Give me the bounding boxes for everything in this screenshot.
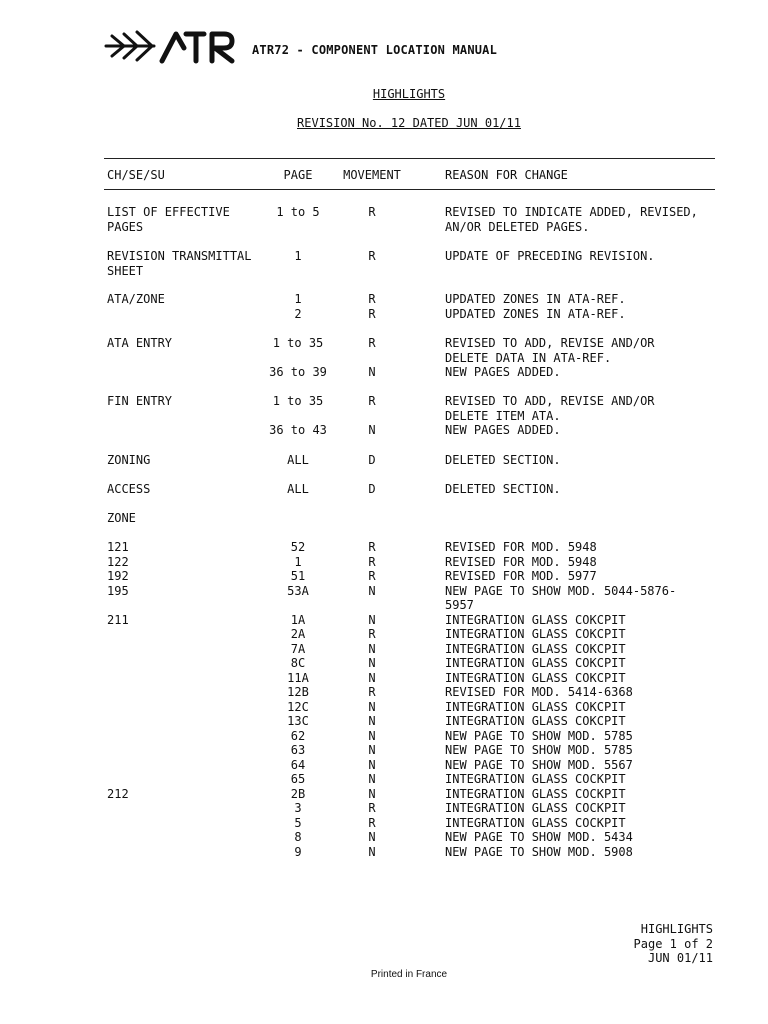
arrow-feathers-icon (106, 32, 154, 60)
table-cell-line (107, 772, 129, 787)
table-cell-line: UPDATED ZONES IN ATA-REF. (445, 306, 626, 321)
table-cell-line: R (368, 306, 376, 321)
table-cell-line: 62 (290, 728, 306, 743)
table-cell-line: N (368, 670, 376, 685)
table-cell-line: 7A (290, 641, 306, 656)
table-cell-line: 9 (294, 844, 302, 859)
revision-line: REVISION No. 12 DATED JUN 01/11 (297, 116, 521, 130)
column-header-movement: MOVEMENT (343, 168, 401, 182)
table-cell-line: 1 to 35 (272, 394, 324, 408)
table-cell-line: N (368, 728, 376, 743)
table-cell-line: DELETE ITEM ATA. (445, 408, 561, 423)
row-1-movement-cell (342, 249, 402, 264)
table-cell-line: 12C (287, 699, 309, 714)
printed-in-note: Printed in France (370, 969, 448, 980)
table-cell-line: R (368, 685, 376, 699)
table-cell-line: N (368, 365, 376, 379)
table-cell-line: N (368, 743, 376, 757)
table-cell-line (107, 714, 129, 729)
page-heading: HIGHLIGHTS (372, 87, 446, 101)
table-cell-line: R (368, 394, 376, 408)
row-0-movement-cell (342, 205, 402, 220)
table-cell-line: N (368, 786, 376, 801)
table-cell-line: D (368, 453, 376, 467)
table-cell-line: INTEGRATION GLASS COCKPIT (445, 815, 626, 830)
row-7-chsesu-cell (107, 511, 136, 526)
table-cell-line: N (368, 844, 376, 859)
table-cell-line (107, 758, 129, 773)
column-header-chsesu: CH/SE/SU (107, 168, 165, 182)
row-6-chsesu-cell (107, 482, 150, 497)
table-cell-line: REVISED FOR MOD. 5948 (445, 540, 597, 554)
table-cell-line: 2 (294, 306, 302, 321)
table-cell-line: R (368, 627, 376, 641)
row-4-page-cell (246, 394, 350, 438)
row-5-movement-cell (342, 453, 402, 468)
page-footer (634, 922, 713, 966)
table-cell-line: 64 (290, 757, 306, 772)
table-cell-line (107, 598, 129, 613)
row-6-page-cell (246, 482, 350, 497)
table-cell-line: 192 (107, 569, 129, 583)
table-cell-line: INTEGRATION GLASS COKCPIT (445, 641, 626, 656)
table-cell-line: R (368, 292, 376, 306)
row-2-reason-cell (445, 292, 626, 321)
table-cell-line: D (368, 482, 376, 496)
table-cell-line: ALL (287, 482, 309, 496)
table-cell-line: 5957 (445, 598, 474, 612)
row-3-page-cell (246, 336, 350, 380)
row-4-chsesu-cell (107, 394, 172, 409)
table-cell-line (107, 671, 129, 686)
table-cell-line: NEW PAGE TO SHOW MOD. 5785 (445, 743, 633, 757)
row-2-page-cell (246, 292, 350, 321)
table-cell-line: 52 (290, 540, 306, 554)
table-cell-line: 36 to 43 (269, 423, 327, 437)
row-5-chsesu-cell (107, 453, 150, 468)
document-title: ATR72 - COMPONENT LOCATION MANUAL (252, 43, 498, 57)
table-cell-line: 1 to 35 (272, 336, 324, 350)
table-cell-line (246, 351, 350, 366)
table-cell-line: REVISED FOR MOD. 5414-6368 (445, 685, 633, 699)
table-cell-line: N (368, 714, 376, 728)
row-8-reason-cell (445, 540, 676, 859)
column-header-reason: REASON FOR CHANGE (445, 168, 568, 182)
table-cell-line: INTEGRATION GLASS COCKPIT (445, 801, 626, 815)
table-cell-line: UPDATE OF PRECEDING REVISION. (445, 249, 655, 263)
table-cell-line: INTEGRATION GLASS COKCPIT (445, 656, 626, 670)
table-cell-line: 65 (290, 772, 306, 786)
row-8-chsesu-cell (107, 540, 129, 801)
table-cell-line: DELETED SECTION. (445, 453, 561, 467)
table-cell-line: 11A (287, 670, 309, 685)
table-cell-line: 1A (290, 612, 306, 627)
table-cell-line: 8C (290, 656, 306, 670)
table-cell-line: 212 (107, 786, 129, 801)
row-3-reason-cell (445, 336, 655, 380)
table-cell-line: REVISED TO INDICATE ADDED, REVISED, (445, 205, 698, 219)
row-5-page-cell (246, 453, 350, 468)
table-cell-line: ATA/ZONE (107, 292, 165, 306)
table-cell-line: LIST OF EFFECTIVE (107, 205, 230, 219)
table-cell-line: R (368, 801, 376, 815)
row-6-movement-cell (342, 482, 402, 497)
row-5-reason-cell (445, 453, 561, 468)
table-cell-line (246, 598, 350, 613)
table-cell-line: REVISED FOR MOD. 5977 (445, 569, 597, 583)
row-8-page-cell (246, 540, 350, 859)
table-cell-line (342, 598, 402, 613)
header-bottom-rule (104, 189, 715, 190)
table-cell-line: N (368, 641, 376, 656)
table-cell-line: ALL (287, 453, 309, 467)
row-3-chsesu-cell (107, 336, 172, 351)
table-cell-line: REVISED TO ADD, REVISE AND/OR (445, 336, 655, 350)
row-0-page-cell (246, 205, 350, 220)
table-cell-line: N (368, 583, 376, 598)
table-cell-line: N (368, 699, 376, 714)
table-cell-line (107, 656, 129, 671)
table-cell-line: N (368, 772, 376, 786)
row-4-movement-cell (342, 394, 402, 438)
table-cell-line (107, 743, 129, 758)
table-cell-line: 36 to 39 (269, 365, 327, 379)
table-cell-line: 121 (107, 540, 129, 554)
table-cell-line: INTEGRATION GLASS COCKPIT (445, 786, 626, 801)
table-cell-line: 1 (294, 292, 302, 306)
row-8-movement-cell (342, 540, 402, 859)
table-cell-line: R (368, 540, 376, 554)
table-cell-line: DELETE DATA IN ATA-REF. (445, 350, 612, 365)
table-cell-line: FIN ENTRY (107, 394, 173, 408)
row-0-reason-cell (445, 205, 698, 234)
table-cell-line: R (368, 815, 376, 830)
table-cell-line: 13C (287, 714, 309, 728)
table-cell-line (342, 351, 402, 366)
table-cell-line (107, 729, 129, 744)
row-2-movement-cell (342, 292, 402, 321)
table-cell-line (107, 700, 129, 715)
footer-page-number: Page 1 of 2 (633, 936, 713, 951)
table-cell-line: 1 to 5 (276, 205, 320, 219)
row-1-chsesu-cell (107, 249, 252, 278)
table-cell-line: 211 (107, 612, 129, 627)
table-cell-line: 1 (294, 554, 302, 569)
table-cell-line: NEW PAGE TO SHOW MOD. 5434 (445, 830, 633, 844)
table-cell-line: 1 (294, 249, 302, 263)
table-cell-line: ZONE (107, 511, 136, 525)
table-cell-line: 3 (294, 801, 302, 815)
table-cell-line: N (368, 612, 376, 627)
table-cell-line: PAGES (107, 219, 144, 234)
column-header-page: PAGE (283, 168, 313, 182)
table-cell-line: INTEGRATION GLASS COCKPIT (445, 772, 626, 786)
table-cell-line: N (368, 423, 376, 437)
table-cell-line: ZONING (107, 453, 151, 467)
table-cell-line: R (368, 336, 376, 350)
row-6-reason-cell (445, 482, 561, 497)
table-cell-line: INTEGRATION GLASS COKCPIT (445, 699, 626, 714)
table-cell-line: ACCESS (107, 482, 151, 496)
table-cell-line: 53A (287, 583, 309, 598)
table-cell-line: R (368, 554, 376, 569)
table-cell-line: 63 (290, 743, 306, 757)
table-cell-line: NEW PAGES ADDED. (445, 423, 561, 437)
table-cell-line: INTEGRATION GLASS COKCPIT (445, 612, 626, 627)
table-cell-line (107, 642, 129, 657)
table-cell-line: NEW PAGE TO SHOW MOD. 5908 (445, 844, 633, 859)
table-cell-line: AN/OR DELETED PAGES. (445, 219, 590, 234)
row-4-reason-cell (445, 394, 655, 438)
table-cell-line: N (368, 830, 376, 844)
table-cell-line: R (368, 249, 376, 263)
table-cell-line (246, 409, 350, 424)
table-cell-line: DELETED SECTION. (445, 482, 561, 496)
footer-date: JUN 01/11 (647, 951, 713, 965)
table-cell-line: INTEGRATION GLASS COKCPIT (445, 670, 626, 685)
table-cell-line: 2B (290, 786, 306, 801)
table-cell-line (107, 685, 129, 700)
table-cell-line: INTEGRATION GLASS COKCPIT (445, 627, 626, 641)
table-cell-line: NEW PAGE TO SHOW MOD. 5044-5876- (445, 583, 677, 598)
table-cell-line: 195 (107, 583, 129, 598)
footer-label: HIGHLIGHTS (640, 922, 713, 936)
table-cell-line: REVISED TO ADD, REVISE AND/OR (445, 394, 655, 408)
row-2-chsesu-cell (107, 292, 165, 307)
table-cell-line: REVISED FOR MOD. 5948 (445, 554, 597, 569)
table-cell-line: REVISION TRANSMITTAL (107, 249, 252, 263)
table-cell-line: 122 (107, 554, 129, 569)
table-cell-line: NEW PAGE TO SHOW MOD. 5567 (445, 757, 633, 772)
table-cell-line: N (368, 656, 376, 670)
row-1-page-cell (246, 249, 350, 264)
table-cell-line: 2A (290, 627, 306, 641)
row-0-chsesu-cell (107, 205, 230, 234)
table-cell-line: N (368, 757, 376, 772)
table-cell-line: 5 (294, 815, 302, 830)
table-cell-line: R (368, 569, 376, 583)
header-top-rule (104, 158, 715, 159)
table-cell-line: SHEET (107, 263, 144, 278)
table-cell-line (342, 409, 402, 424)
table-cell-line: NEW PAGE TO SHOW MOD. 5785 (445, 728, 633, 743)
table-cell-line: INTEGRATION GLASS COKCPIT (445, 714, 626, 728)
table-cell-line: 8 (294, 830, 302, 844)
row-1-reason-cell (445, 249, 655, 264)
atr-letters (162, 34, 232, 61)
table-cell-line: R (368, 205, 376, 219)
atr-logo (104, 28, 236, 64)
table-cell-line: ATA ENTRY (107, 336, 173, 350)
row-3-movement-cell (342, 336, 402, 380)
table-cell-line: 51 (290, 569, 306, 583)
table-cell-line: NEW PAGES ADDED. (445, 365, 561, 379)
table-cell-line: 12B (287, 685, 309, 699)
table-cell-line: UPDATED ZONES IN ATA-REF. (445, 292, 626, 306)
table-cell-line (107, 627, 129, 642)
